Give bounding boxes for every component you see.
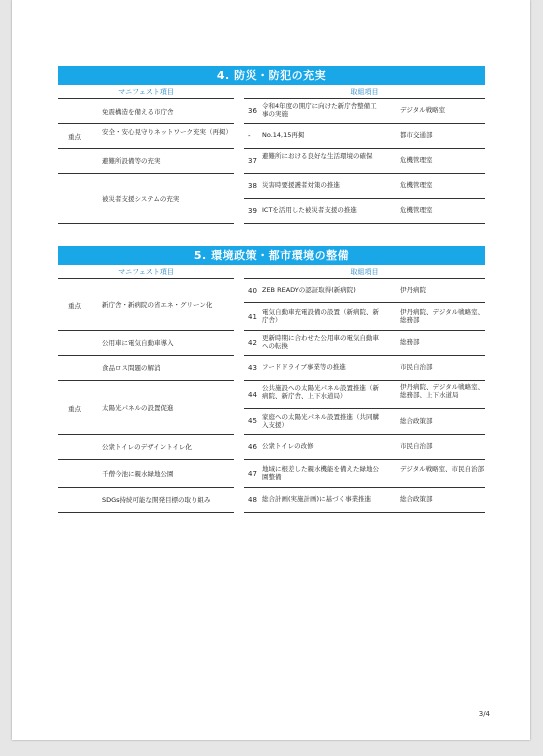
manifest-item: 新庁舎・新病院の省エネ・グリーン化	[102, 301, 213, 309]
action-department: デジタル戦略室	[400, 106, 446, 114]
action-item	[244, 460, 485, 488]
table-row	[58, 124, 485, 149]
action-text: 家庭への太陽光パネル設置推進（共同購入支援）	[262, 413, 379, 429]
action-department: 市民自治部	[400, 363, 433, 371]
action-text: 避難所における良好な生活環境の確保	[262, 152, 373, 160]
column-header-row	[58, 265, 485, 279]
action-number: 38	[248, 182, 257, 190]
action-department: 総合政策部	[400, 417, 433, 425]
table-row	[58, 488, 485, 513]
action-department: 総務部	[400, 338, 420, 346]
manifest-item: 公用車に電気自動車導入	[102, 339, 174, 347]
action-text: ZEB READYの認証取得(新病院)	[262, 286, 356, 294]
manifest-item: 千僧今池に親水緑地公園	[102, 470, 174, 478]
table-row	[58, 99, 485, 124]
section-environment	[58, 246, 485, 513]
action-text: フードドライブ事業等の推進	[262, 363, 346, 371]
action-number: 41	[248, 313, 257, 321]
action-number: 44	[248, 391, 257, 399]
page-number: 3/4	[478, 710, 490, 718]
priority-tag: 重点	[68, 302, 81, 310]
action-item	[244, 279, 485, 303]
action-department: デジタル戦略室、市民自治部	[400, 465, 485, 473]
action-number: 47	[248, 470, 257, 478]
action-text: 令和4年度の開庁に向けた新庁舎整備工事の実施	[262, 102, 377, 118]
action-text: 地域に根差した親水機能を備えた緑地公園整備	[262, 465, 379, 481]
table-row	[58, 356, 485, 381]
action-number: 43	[248, 364, 257, 372]
action-department: 危機管理室	[400, 206, 433, 214]
action-text: 公共施設への太陽光パネル設置推進（新病院、新庁舎、上下水道局）	[262, 384, 379, 400]
action-text: 公衆トイレの改修	[262, 442, 314, 450]
action-department: 総合政策部	[400, 495, 433, 503]
action-item	[244, 435, 485, 460]
action-number: 37	[248, 157, 257, 165]
table-row	[58, 174, 485, 224]
action-number: 42	[248, 339, 257, 347]
action-department: 危機管理室	[400, 156, 433, 164]
action-item	[244, 303, 485, 331]
column-header-row	[58, 85, 485, 99]
column-header-actions: 取組項目	[350, 268, 379, 276]
column-header-actions: 取組項目	[350, 88, 379, 96]
manifest-item: 安全・安心見守りネットワーク充実（再掲）	[102, 128, 232, 136]
action-department: 伊丹病院	[400, 286, 426, 294]
priority-tag: 重点	[68, 133, 81, 141]
table-row	[58, 331, 485, 356]
action-number: 39	[248, 207, 257, 215]
action-number: 48	[248, 496, 257, 504]
action-item	[244, 174, 485, 199]
action-text: 電気自動車充電設備の設置（新病院、新庁舎）	[262, 308, 379, 324]
action-department: 伊丹病院、デジタル戦略室、総務部、上下水道局	[400, 383, 485, 399]
action-text: 更新時期に合わせた公用車の電気自動車への転換	[262, 334, 379, 350]
table-row	[58, 149, 485, 174]
action-item	[244, 381, 485, 409]
action-department: 都市交通部	[400, 131, 433, 139]
manifest-item: 免震構造を備える市庁舎	[102, 108, 174, 116]
manifest-item: 被災者支援システムの充実	[102, 195, 180, 203]
action-item	[244, 331, 485, 356]
manifest-item: 食品ロス問題の解消	[102, 364, 161, 372]
section-disaster-prevention	[58, 66, 485, 224]
priority-tag: 重点	[68, 405, 81, 413]
action-number: 40	[248, 287, 257, 295]
action-number: -	[248, 132, 251, 140]
manifest-item: 太陽光パネルの設置促進	[102, 404, 174, 412]
table-row	[58, 381, 485, 435]
action-item	[244, 409, 485, 435]
section-title: 5. 環境政策・都市環境の整備	[58, 246, 485, 265]
action-number: 36	[248, 107, 257, 115]
column-header-manifest: マニフェスト項目	[118, 88, 174, 96]
manifest-item: SDGs持続可能な開発目標の取り組み	[102, 496, 211, 504]
table-row	[58, 460, 485, 488]
document-page	[12, 0, 530, 740]
action-department: 伊丹病院、デジタル戦略室、総務部	[400, 308, 485, 324]
action-text: 総合計画(実施計画)に基づく事業推進	[262, 495, 372, 503]
section-title: 4. 防災・防犯の充実	[58, 66, 485, 85]
action-item	[244, 99, 485, 124]
action-item	[244, 124, 485, 149]
action-item	[244, 199, 485, 224]
action-text: No.14,15再掲	[262, 131, 305, 139]
action-text: ICTを活用した被災者支援の推進	[262, 206, 357, 214]
action-text: 災害時要援護者対策の推進	[262, 181, 340, 189]
action-department: 危機管理室	[400, 181, 433, 189]
action-number: 45	[248, 417, 257, 425]
action-item	[244, 488, 485, 513]
action-item	[244, 356, 485, 381]
action-number: 46	[248, 443, 257, 451]
action-department: 市民自治部	[400, 442, 433, 450]
table-row	[58, 435, 485, 460]
manifest-item: 公衆トイレのデザイントイレ化	[102, 443, 192, 451]
column-header-manifest: マニフェスト項目	[118, 268, 174, 276]
manifest-item: 避難所設備等の充実	[102, 157, 161, 165]
action-item	[244, 149, 485, 174]
table-row	[58, 279, 485, 331]
